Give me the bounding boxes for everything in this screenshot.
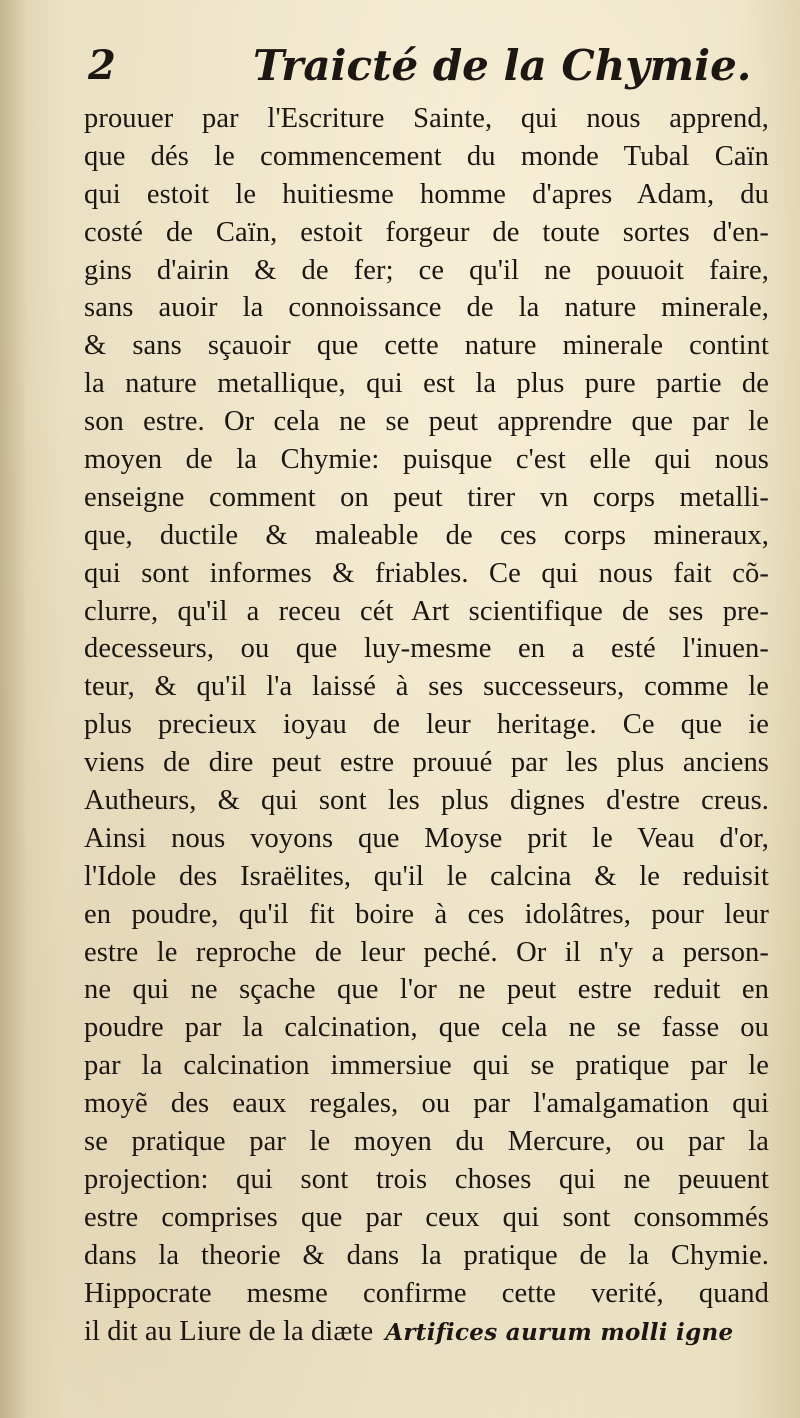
text-line: moyẽ des eaux regales, ou par l'amalgamation qui <box>84 1088 769 1120</box>
text-line: qui estoit le huitiesme homme d'apres Adam, du <box>84 178 769 210</box>
text-line: moyen de la Chymie: puisque c'est elle qui nous <box>84 444 769 476</box>
text-line: enseigne comment on peut tirer vn corps metalli- <box>84 481 769 513</box>
text-line: estre le reproche de leur peché. Or il n'y a person- <box>84 936 769 968</box>
text-line: Ainsi nous voyons que Moyse prit le Veau d'or, <box>84 822 769 854</box>
page-header <box>88 40 752 96</box>
text-line: clurre, qu'il a receu cét Art scientifique de ses pre- <box>84 595 769 627</box>
running-title: Traicté de la Chymie. <box>253 41 752 90</box>
text-line: son estre. Or cela ne se peut apprendre que par le <box>84 406 769 438</box>
page-number: 2 <box>88 42 116 89</box>
text-line: Hippocrate mesme confirme cette verité, quand <box>84 1277 769 1309</box>
text-line: costé de Caïn, estoit forgeur de toute sortes d'en- <box>84 216 769 248</box>
text-line: viens de dire peut estre prouué par les plus anciens <box>84 747 769 779</box>
text-line: que dés le commencement du monde Tubal Caïn <box>84 140 769 172</box>
text-line: estre comprises que par ceux qui sont consommés <box>84 1201 769 1233</box>
text-line: ne qui ne sçache que l'or ne peut estre reduit en <box>84 974 769 1006</box>
text-line: sans auoir la connoissance de la nature minerale, <box>84 292 769 324</box>
text-line: & sans sçauoir que cette nature minerale contint <box>84 330 769 362</box>
text-line: se pratique par le moyen du Mercure, ou par la <box>84 1126 769 1158</box>
text-line: par la calcination immersiue qui se pratique par le <box>84 1050 769 1082</box>
text-line: Autheurs, & qui sont les plus dignes d'estre creus. <box>84 785 769 817</box>
text-line-roman: il dit au Liure de la diæte <box>84 1315 374 1347</box>
text-line: l'Idole des Israëlites, qu'il le calcina & le reduisit <box>84 860 769 892</box>
text-line: la nature metallique, qui est la plus pure partie de <box>84 368 769 400</box>
text-line <box>84 1313 769 1351</box>
text-line: teur, & qu'il l'a laissé à ses successeurs, comme le <box>84 671 769 703</box>
gutter-shadow <box>0 0 28 1418</box>
text-line: en poudre, qu'il fit boire à ces idolâtres, pour leur <box>84 898 769 930</box>
text-line: gins d'airin & de fer; ce qu'il ne pouuoit faire, <box>84 254 769 286</box>
text-line: prouuer par l'Escriture Sainte, qui nous apprend, <box>84 103 769 134</box>
text-line: decesseurs, ou que luy-mesme en a esté l'inuen- <box>84 633 769 665</box>
text-line: qui sont informes & friables. Ce qui nous fait cõ- <box>84 557 769 589</box>
text-line: que, ductile & maleable de ces corps mineraux, <box>84 519 769 551</box>
text-line: dans la theorie & dans la pratique de la Chymie. <box>84 1239 769 1271</box>
text-line: plus precieux ioyau de leur heritage. Ce que ie <box>84 709 769 741</box>
body-text <box>84 100 769 1350</box>
latin-quotation: Artifices aurum molli igne <box>385 1318 734 1346</box>
text-line: poudre par la calcination, que cela ne se fasse ou <box>84 1012 769 1044</box>
text-line: projection: qui sont trois choses qui ne peuuent <box>84 1163 769 1195</box>
